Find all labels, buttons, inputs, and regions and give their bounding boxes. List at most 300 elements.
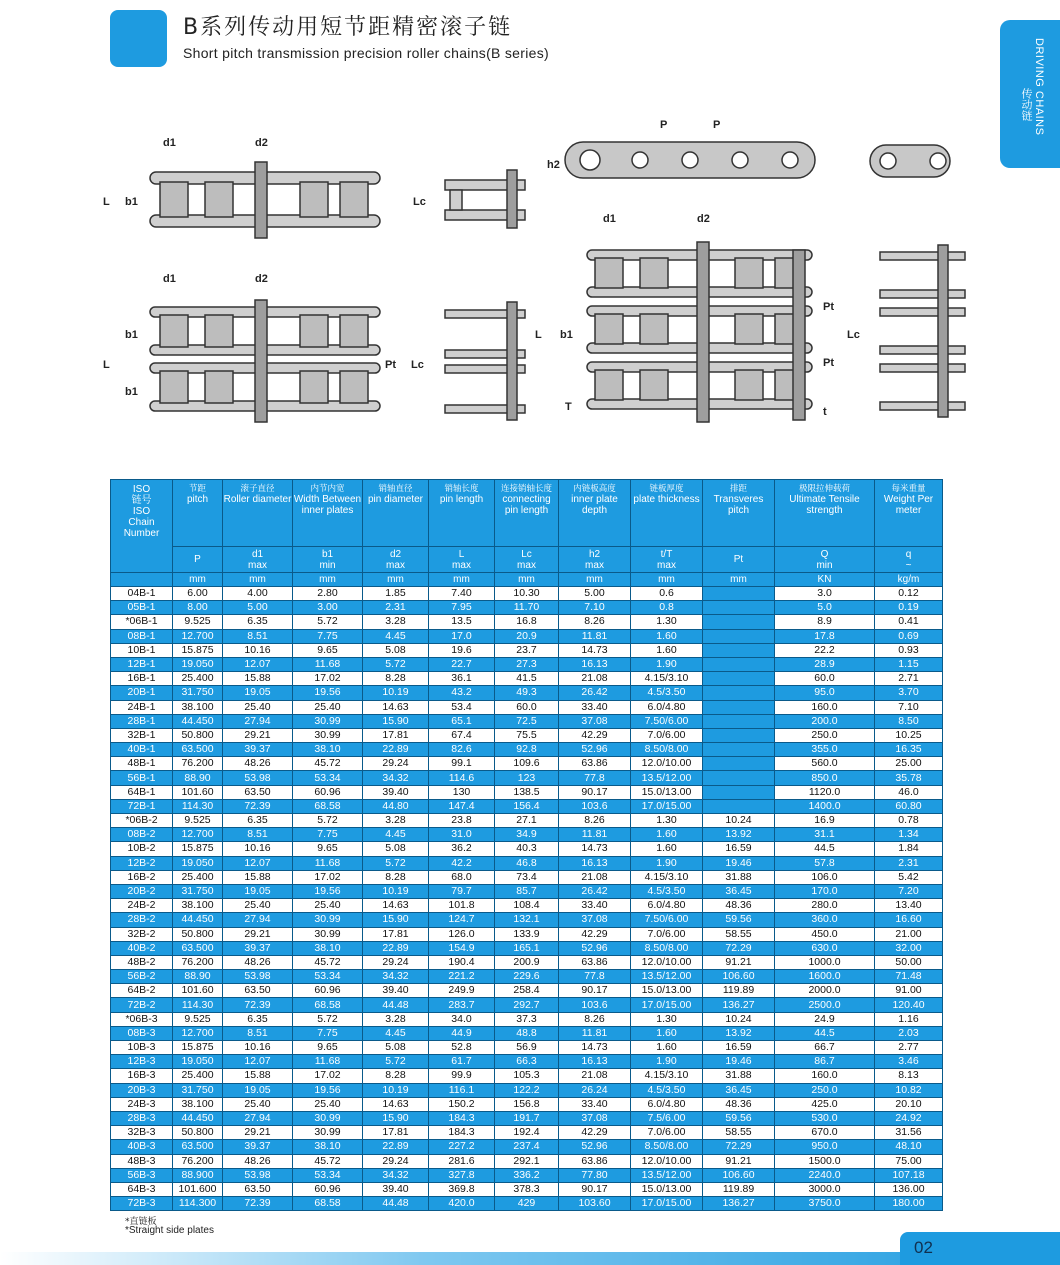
table-cell: 24B-3: [111, 1097, 173, 1111]
table-cell: 90.17: [559, 1182, 631, 1196]
table-cell: 8.50/8.00: [631, 1140, 703, 1154]
table-cell: 15.0/13.00: [631, 785, 703, 799]
table-cell: 4.45: [363, 629, 429, 643]
table-cell: 12.0/10.00: [631, 955, 703, 969]
table-cell: 103.6: [559, 998, 631, 1012]
table-cell: [703, 643, 775, 657]
table-cell: 5.72: [293, 1012, 363, 1026]
table-cell: 13.5: [429, 615, 495, 629]
table-cell: 156.4: [495, 799, 559, 813]
table-cell: 1.60: [631, 1041, 703, 1055]
table-cell: 08B-1: [111, 629, 173, 643]
table-cell: 91.21: [703, 1154, 775, 1168]
table-cell: 44.80: [363, 799, 429, 813]
header-en-9: Transveres pitch: [713, 494, 764, 516]
table-cell: 75.5: [495, 728, 559, 742]
table-cell: 26.24: [559, 1083, 631, 1097]
dim-d2-label-triple: d2: [697, 213, 710, 225]
table-row: [111, 1097, 943, 1111]
table-cell: 19.56: [293, 1083, 363, 1097]
table-cell: 24B-2: [111, 899, 173, 913]
table-cell: 40B-1: [111, 743, 173, 757]
table-cell: 19.050: [173, 657, 223, 671]
table-cell: 31.88: [703, 1069, 775, 1083]
table-cell: 25.00: [875, 757, 943, 771]
page-title-cn: B系列传动用短节距精密滚子链: [183, 15, 513, 40]
table-cell: 1120.0: [775, 785, 875, 799]
table-cell: 39.40: [363, 785, 429, 799]
table-cell: 17.81: [363, 927, 429, 941]
table-row: [111, 771, 943, 785]
table-cell: 72.39: [223, 1197, 293, 1211]
table-cell: 31.750: [173, 686, 223, 700]
table-cell: 43.2: [429, 686, 495, 700]
table-cell: 71.48: [875, 970, 943, 984]
double-connector-link: [445, 302, 525, 420]
table-cell: 56.9: [495, 1041, 559, 1055]
table-cell: 60.0: [775, 672, 875, 686]
table-cell: 53.4: [429, 700, 495, 714]
header-col-10: [775, 480, 875, 547]
table-cell: 6.00: [173, 587, 223, 601]
table-cell: 76.200: [173, 757, 223, 771]
table-cell: 7.50/6.00: [631, 913, 703, 927]
table-cell: 29.21: [223, 927, 293, 941]
table-cell: 5.08: [363, 1041, 429, 1055]
header-symbol-7: h2 max: [559, 547, 631, 573]
table-cell: 16B-1: [111, 672, 173, 686]
table-cell: 32B-1: [111, 728, 173, 742]
table-cell: 04B-1: [111, 587, 173, 601]
table-row: [111, 856, 943, 870]
table-cell: 5.72: [363, 1055, 429, 1069]
header-symbol-2: d1 max: [223, 547, 293, 573]
table-cell: 192.4: [495, 1126, 559, 1140]
table-cell: 60.0: [495, 700, 559, 714]
table-cell: 116.1: [429, 1083, 495, 1097]
header-cn-5: 销轴长度: [444, 484, 479, 494]
table-cell: 1.84: [875, 842, 943, 856]
table-cell: 27.3: [495, 657, 559, 671]
table-cell: 50.800: [173, 728, 223, 742]
table-cell: 17.81: [363, 728, 429, 742]
table-cell: 53.34: [293, 771, 363, 785]
table-cell: 40B-2: [111, 941, 173, 955]
table-cell: 10.82: [875, 1083, 943, 1097]
table-cell: 378.3: [495, 1182, 559, 1196]
table-cell: 11.81: [559, 1026, 631, 1040]
table-cell: 77.8: [559, 970, 631, 984]
table-cell: 1.16: [875, 1012, 943, 1026]
header-symbol-11: q ~: [875, 547, 943, 573]
table-row: [111, 814, 943, 828]
table-cell: 25.400: [173, 672, 223, 686]
table-cell: 53.34: [293, 1168, 363, 1182]
table-cell: 31.750: [173, 1083, 223, 1097]
table-cell: 0.8: [631, 601, 703, 615]
table-cell: 39.37: [223, 941, 293, 955]
table-cell: 237.4: [495, 1140, 559, 1154]
table-cell: 24.92: [875, 1111, 943, 1125]
table-cell: 160.0: [775, 700, 875, 714]
table-cell: 950.0: [775, 1140, 875, 1154]
table-cell: 44.450: [173, 1111, 223, 1125]
header-symbol-10: Q min: [775, 547, 875, 573]
table-cell: 53.98: [223, 771, 293, 785]
table-row: [111, 1126, 943, 1140]
table-cell: 77.8: [559, 771, 631, 785]
table-cell: 36.2: [429, 842, 495, 856]
table-cell: 7.95: [429, 601, 495, 615]
table-cell: 5.72: [293, 615, 363, 629]
table-cell: 38.10: [293, 743, 363, 757]
table-cell: 44.5: [775, 842, 875, 856]
table-cell: 6.0/4.80: [631, 899, 703, 913]
table-cell: 19.46: [703, 856, 775, 870]
header-symbol-5: L max: [429, 547, 495, 573]
table-cell: 15.875: [173, 842, 223, 856]
table-cell: 14.73: [559, 842, 631, 856]
table-cell: 63.86: [559, 757, 631, 771]
table-cell: 10.30: [495, 587, 559, 601]
header-symbol-3: b1 min: [293, 547, 363, 573]
table-cell: 7.75: [293, 828, 363, 842]
table-cell: 79.7: [429, 884, 495, 898]
header-en-6: connecting pin length: [502, 494, 551, 516]
table-cell: 37.08: [559, 913, 631, 927]
table-cell: 31.750: [173, 884, 223, 898]
table-cell: 7.50/6.00: [631, 714, 703, 728]
header-cn-6: 连接销轴长度: [500, 484, 552, 494]
table-cell: 50.800: [173, 927, 223, 941]
table-cell: 3.70: [875, 686, 943, 700]
table-cell: 1.30: [631, 1012, 703, 1026]
table-cell: 10.24: [703, 814, 775, 828]
header-col-9: [703, 480, 775, 547]
table-cell: 16.13: [559, 1055, 631, 1069]
header-unit-11: kg/m: [875, 573, 943, 587]
table-cell: 360.0: [775, 913, 875, 927]
table-cell: 63.86: [559, 1154, 631, 1168]
table-cell: 1.30: [631, 814, 703, 828]
table-cell: 44.5: [775, 1026, 875, 1040]
table-cell: 11.68: [293, 856, 363, 870]
table-cell: 17.02: [293, 870, 363, 884]
table-cell: 53.98: [223, 1168, 293, 1182]
table-cell: 165.1: [495, 941, 559, 955]
header-cn-3: 内节内宽: [310, 484, 345, 494]
table-cell: 10.19: [363, 884, 429, 898]
table-cell: 44.9: [429, 1026, 495, 1040]
table-cell: 8.26: [559, 814, 631, 828]
table-cell: 200.0: [775, 714, 875, 728]
table-cell: 1.34: [875, 828, 943, 842]
table-cell: 24.9: [775, 1012, 875, 1026]
table-cell: [703, 700, 775, 714]
table-row: [111, 1154, 943, 1168]
table-cell: 10.16: [223, 1041, 293, 1055]
table-cell: 46.8: [495, 856, 559, 870]
table-cell: 66.7: [775, 1041, 875, 1055]
table-cell: 8.51: [223, 1026, 293, 1040]
table-cell: 17.02: [293, 1069, 363, 1083]
table-cell: 24B-1: [111, 700, 173, 714]
table-cell: 30.99: [293, 714, 363, 728]
table-cell: 258.4: [495, 984, 559, 998]
table-cell: 91.00: [875, 984, 943, 998]
table-cell: 17.0/15.00: [631, 799, 703, 813]
table-cell: 119.89: [703, 1182, 775, 1196]
table-row: [111, 728, 943, 742]
table-row: [111, 1041, 943, 1055]
table-cell: 42.2: [429, 856, 495, 870]
header-symbol-4: d2 max: [363, 547, 429, 573]
table-cell: 2240.0: [775, 1168, 875, 1182]
table-cell: 4.5/3.50: [631, 1083, 703, 1097]
table-cell: 38.100: [173, 700, 223, 714]
table-cell: 160.0: [775, 1069, 875, 1083]
table-cell: 35.78: [875, 771, 943, 785]
table-cell: 85.7: [495, 884, 559, 898]
header-cn-1: 节距: [188, 484, 206, 494]
table-cell: 105.3: [495, 1069, 559, 1083]
table-cell: 64B-3: [111, 1182, 173, 1196]
table-cell: 3.0: [775, 587, 875, 601]
table-cell: 190.4: [429, 955, 495, 969]
table-cell: 10B-2: [111, 842, 173, 856]
table-cell: 63.500: [173, 1140, 223, 1154]
table-cell: 17.8: [775, 629, 875, 643]
header-cn-9: 排距: [729, 484, 747, 494]
table-cell: 8.9: [775, 615, 875, 629]
table-cell: 68.0: [429, 870, 495, 884]
table-cell: 72.29: [703, 1140, 775, 1154]
table-cell: 19.56: [293, 884, 363, 898]
table-cell: 1.30: [631, 615, 703, 629]
table-row: [111, 941, 943, 955]
table-cell: 327.8: [429, 1168, 495, 1182]
table-cell: 119.89: [703, 984, 775, 998]
table-cell: 10.19: [363, 686, 429, 700]
table-cell: 72B-2: [111, 998, 173, 1012]
table-cell: 38.100: [173, 1097, 223, 1111]
table-cell: 49.3: [495, 686, 559, 700]
header-cn-4: 销轴直径: [378, 484, 413, 494]
table-cell: [703, 587, 775, 601]
table-cell: 1.90: [631, 1055, 703, 1069]
table-row: [111, 1111, 943, 1125]
table-cell: *06B-3: [111, 1012, 173, 1026]
table-cell: 25.40: [223, 1097, 293, 1111]
table-cell: 9.65: [293, 842, 363, 856]
table-cell: 17.0/15.00: [631, 1197, 703, 1211]
dim-L-label-double: L: [103, 359, 110, 371]
table-cell: 19.6: [429, 643, 495, 657]
table-cell: 4.15/3.10: [631, 672, 703, 686]
table-cell: 25.400: [173, 870, 223, 884]
table-cell: 34.32: [363, 771, 429, 785]
table-cell: 109.6: [495, 757, 559, 771]
table-cell: 11.70: [495, 601, 559, 615]
table-cell: 31.88: [703, 870, 775, 884]
table-cell: 2.80: [293, 587, 363, 601]
table-cell: 44.48: [363, 998, 429, 1012]
dim-d1-label: d1: [163, 137, 176, 149]
table-cell: 23.7: [495, 643, 559, 657]
table-cell: 281.6: [429, 1154, 495, 1168]
table-cell: 28B-1: [111, 714, 173, 728]
table-row: [111, 1182, 943, 1196]
table-cell: 15.875: [173, 643, 223, 657]
dim-d1-label-triple: d1: [603, 213, 616, 225]
table-cell: 12.07: [223, 657, 293, 671]
table-cell: 19.56: [293, 686, 363, 700]
table-cell: 130: [429, 785, 495, 799]
table-cell: 7.0/6.00: [631, 927, 703, 941]
table-cell: 1.85: [363, 587, 429, 601]
table-cell: 60.96: [293, 785, 363, 799]
table-cell: 59.56: [703, 913, 775, 927]
table-cell: 8.28: [363, 870, 429, 884]
triple-strand-top-view: [587, 242, 812, 422]
table-cell: 200.9: [495, 955, 559, 969]
table-cell: 132.1: [495, 913, 559, 927]
table-cell: 10.24: [703, 1012, 775, 1026]
table-cell: 17.0/15.00: [631, 998, 703, 1012]
table-cell: 34.9: [495, 828, 559, 842]
table-row: [111, 657, 943, 671]
table-row: [111, 643, 943, 657]
table-cell: 101.8: [429, 899, 495, 913]
table-cell: 16.60: [875, 913, 943, 927]
table-cell: [703, 799, 775, 813]
table-cell: 9.65: [293, 1041, 363, 1055]
table-cell: 45.72: [293, 955, 363, 969]
table-cell: 124.7: [429, 913, 495, 927]
table-cell: 34.0: [429, 1012, 495, 1026]
table-cell: 1500.0: [775, 1154, 875, 1168]
table-cell: [703, 771, 775, 785]
table-cell: 530.0: [775, 1111, 875, 1125]
table-cell: 3.00: [293, 601, 363, 615]
table-cell: 19.05: [223, 1083, 293, 1097]
header-en-3: Width Between inner plates: [293, 494, 362, 516]
table-cell: 12.700: [173, 1026, 223, 1040]
table-cell: 21.08: [559, 1069, 631, 1083]
table-cell: 25.40: [293, 1097, 363, 1111]
table-cell: 7.10: [875, 700, 943, 714]
table-cell: 14.63: [363, 700, 429, 714]
table-cell: 12B-3: [111, 1055, 173, 1069]
table-cell: 39.40: [363, 1182, 429, 1196]
table-cell: 25.40: [223, 700, 293, 714]
table-cell: 42.29: [559, 728, 631, 742]
table-cell: 8.28: [363, 1069, 429, 1083]
table-cell: 68.58: [293, 799, 363, 813]
chain-side-view: [565, 142, 815, 178]
table-cell: 138.5: [495, 785, 559, 799]
table-cell: 0.19: [875, 601, 943, 615]
table-cell: 250.0: [775, 1083, 875, 1097]
table-cell: 37.08: [559, 714, 631, 728]
table-row: [111, 1026, 943, 1040]
table-cell: 16.9: [775, 814, 875, 828]
table-cell: 65.1: [429, 714, 495, 728]
table-cell: 3.28: [363, 1012, 429, 1026]
table-cell: 25.400: [173, 1069, 223, 1083]
table-cell: 1.60: [631, 1026, 703, 1040]
table-cell: 106.60: [703, 1168, 775, 1182]
table-cell: 154.9: [429, 941, 495, 955]
header-en-10: Ultimate Tensile strength: [789, 494, 860, 516]
header-en-8: plate thickness: [633, 494, 700, 505]
table-row: [111, 955, 943, 969]
table-cell: 72B-3: [111, 1197, 173, 1211]
table-cell: 72.5: [495, 714, 559, 728]
table-cell: 136.27: [703, 1197, 775, 1211]
table-cell: 8.50/8.00: [631, 941, 703, 955]
header-col-7: [559, 480, 631, 547]
dim-Pt-label-triple-1: Pt: [823, 301, 834, 313]
table-cell: 44.48: [363, 1197, 429, 1211]
table-cell: 45.72: [293, 757, 363, 771]
table-cell: 9.65: [293, 643, 363, 657]
table-cell: 2.31: [363, 601, 429, 615]
table-cell: 53.34: [293, 970, 363, 984]
table-row: [111, 785, 943, 799]
table-cell: 136.27: [703, 998, 775, 1012]
spring-clip-view: [870, 145, 950, 177]
header-unit-9: mm: [703, 573, 775, 587]
table-cell: 34.32: [363, 970, 429, 984]
dim-L-label-triple: L: [535, 329, 542, 341]
header-unit-7: mm: [559, 573, 631, 587]
table-cell: 1.60: [631, 643, 703, 657]
table-cell: 67.4: [429, 728, 495, 742]
table-cell: 14.73: [559, 643, 631, 657]
table-cell: 91.21: [703, 955, 775, 969]
table-cell: 283.7: [429, 998, 495, 1012]
table-cell: 19.050: [173, 1055, 223, 1069]
table-cell: 52.96: [559, 1140, 631, 1154]
table-cell: 8.00: [173, 601, 223, 615]
table-cell: 16.59: [703, 842, 775, 856]
table-row: [111, 1055, 943, 1069]
table-row: [111, 899, 943, 913]
table-cell: [703, 743, 775, 757]
page-number: 02: [914, 1238, 933, 1257]
table-cell: 11.81: [559, 828, 631, 842]
table-cell: 90.17: [559, 785, 631, 799]
table-cell: 13.92: [703, 1026, 775, 1040]
table-cell: 6.35: [223, 615, 293, 629]
table-cell: 114.30: [173, 998, 223, 1012]
chain-technical-drawings: [95, 110, 975, 440]
table-cell: [703, 601, 775, 615]
table-cell: 7.75: [293, 1026, 363, 1040]
table-cell: 60.96: [293, 1182, 363, 1196]
table-cell: 16.35: [875, 743, 943, 757]
table-cell: 29.24: [363, 1154, 429, 1168]
table-cell: 8.50: [875, 714, 943, 728]
table-cell: 4.00: [223, 587, 293, 601]
header-cn-2: 滚子直径: [240, 484, 275, 494]
table-row: [111, 842, 943, 856]
table-cell: 58.55: [703, 927, 775, 941]
table-cell: 11.68: [293, 1055, 363, 1069]
table-cell: 9.525: [173, 615, 223, 629]
table-cell: 15.88: [223, 672, 293, 686]
